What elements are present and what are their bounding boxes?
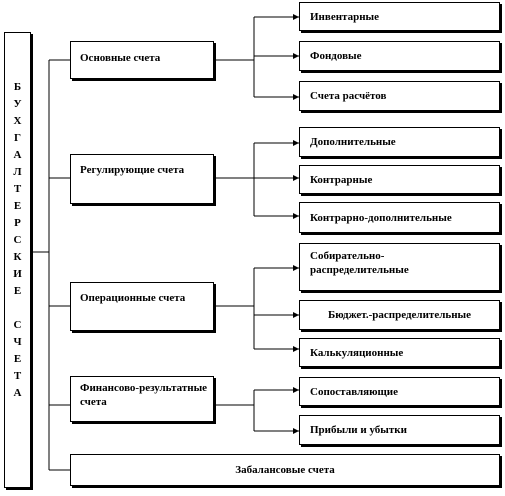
root-title-letter: Т [13, 370, 22, 382]
root-title-letter: Р [14, 217, 21, 229]
child-box [299, 81, 500, 111]
child-box [299, 165, 500, 194]
child-label: Калькуляционные [310, 347, 404, 359]
child-label: Собирательно-распределительные [310, 250, 409, 276]
child-box [299, 127, 500, 157]
child-label: Инвентарные [310, 11, 380, 23]
group-box-operational-accounts [70, 282, 214, 331]
root-title-gap [5, 300, 30, 317]
child-label: Дополнительные [310, 136, 396, 148]
root-title-letter: Ч [13, 336, 22, 348]
child-label: Бюджет.-распределительные [327, 309, 472, 321]
child-label: Счета расчётов [310, 90, 387, 102]
child-box [299, 2, 500, 31]
root-title-letter: С [13, 234, 22, 246]
group-label: Финансово-результатные счета [80, 382, 208, 408]
root-title [5, 79, 30, 402]
child-label: Сопоставляющие [310, 386, 399, 398]
group-box-financial-result-accounts [70, 376, 214, 422]
root-title-letter: А [13, 149, 22, 161]
child-label: Прибыли и убытки [310, 424, 407, 436]
root-title-letter: У [13, 98, 22, 110]
root-title-letter: Г [14, 132, 21, 144]
group-label: Основные счета [80, 52, 161, 64]
group-label: Операционные счета [80, 292, 186, 304]
root-title-letter: Е [13, 200, 22, 212]
root-title-letter: Е [13, 285, 22, 297]
child-label: Контрарные [310, 174, 373, 186]
root-title-letter: И [13, 268, 22, 280]
root-title-letter: К [13, 251, 22, 263]
root-title-letter: Б [13, 81, 22, 93]
child-box [299, 338, 500, 367]
offbalance-label: Забалансовые счета [235, 464, 335, 476]
root-title-letter: Л [13, 166, 22, 178]
root-title-letter: А [13, 387, 22, 399]
root-title-letter: С [13, 319, 22, 331]
child-box [299, 300, 500, 330]
group-box-regulating-accounts [70, 154, 214, 204]
child-box [299, 202, 500, 233]
group-label: Регулирующие счета [80, 164, 185, 176]
root-box [4, 32, 31, 488]
root-title-letter: Т [13, 183, 22, 195]
child-label: Контрарно-дополнительные [310, 212, 452, 224]
root-title-letter: Е [13, 353, 22, 365]
child-box [299, 41, 500, 71]
root-title-letter: Х [13, 115, 22, 127]
child-box [299, 243, 500, 291]
child-box [299, 377, 500, 406]
group-box-main-accounts [70, 41, 214, 79]
offbalance-box [70, 454, 500, 486]
child-label: Фондовые [310, 50, 362, 62]
child-box [299, 415, 500, 445]
